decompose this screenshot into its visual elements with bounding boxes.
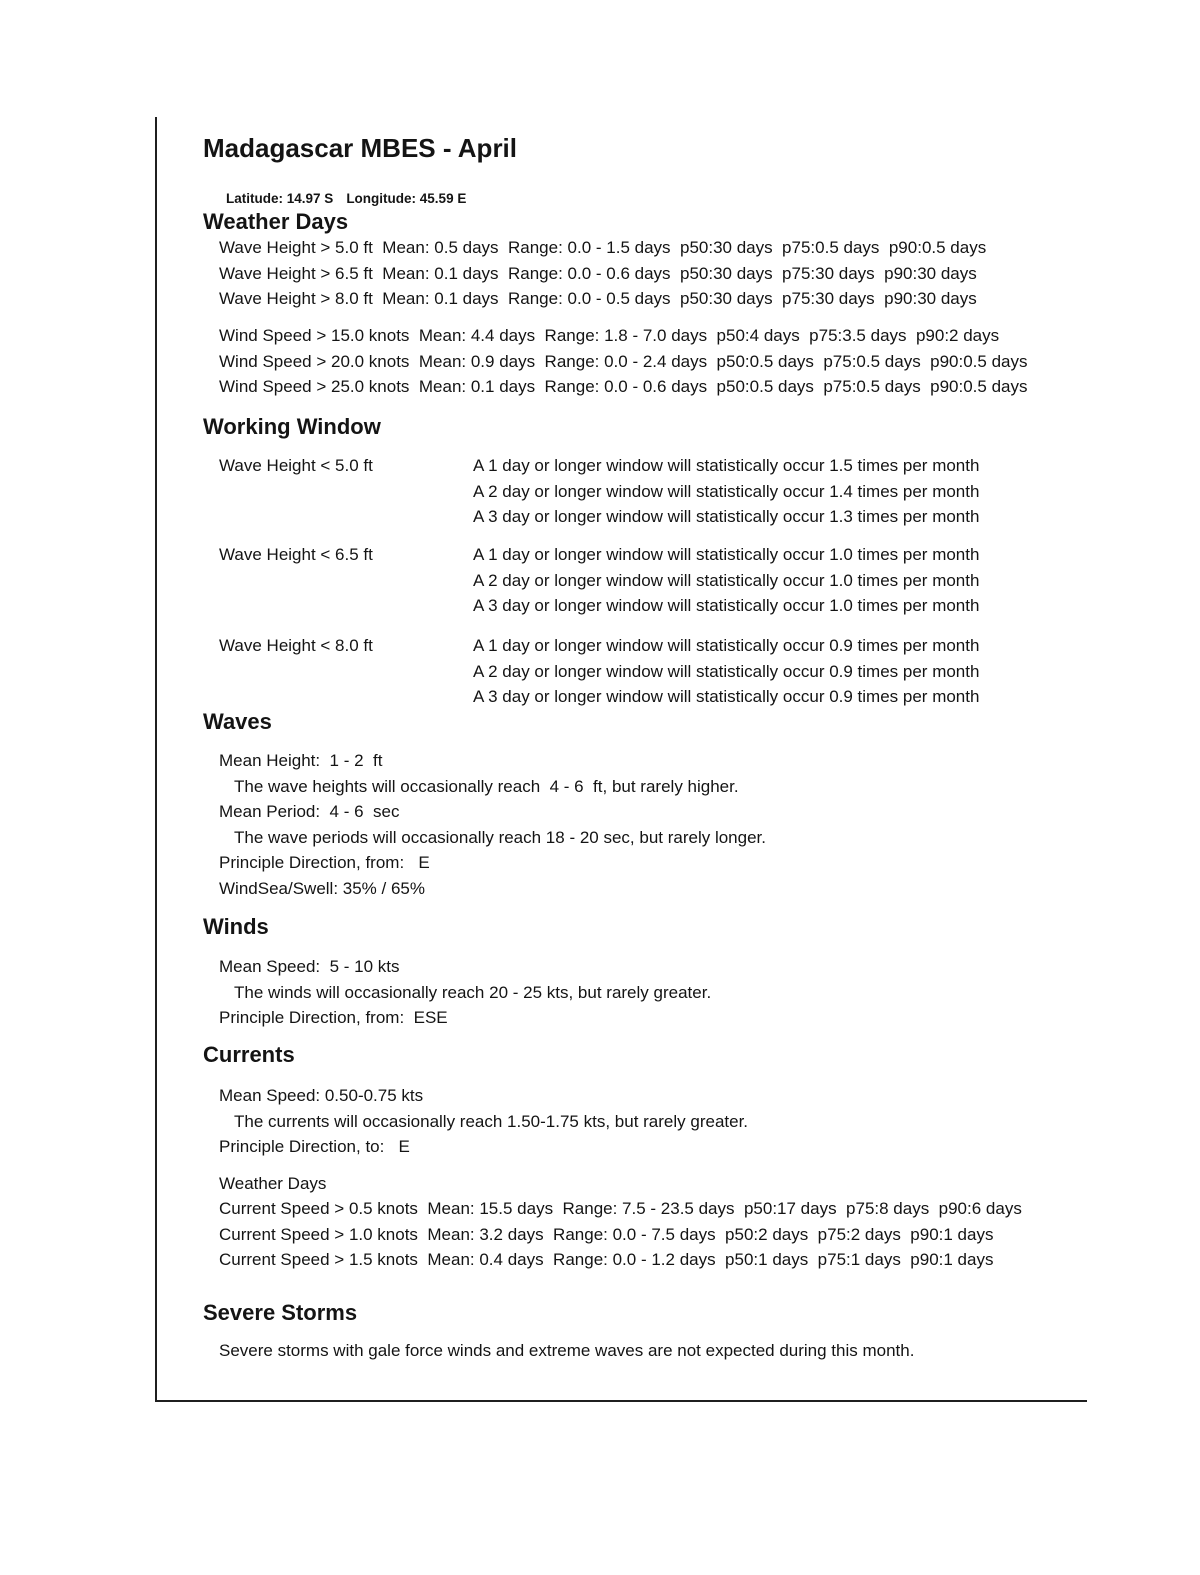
wave-height-stat-line: Wave Height > 5.0 ft Mean: 0.5 days Range: 0.0 - 1.5 days p50:30 days p75:0.5 days p90:0.5 days: [219, 238, 987, 257]
winds-principle-direction: Principle Direction, from: ESE: [219, 1008, 448, 1027]
working-window-label: Wave Height < 8.0 ft: [219, 636, 373, 655]
waves-mean-period: Mean Period: 4 - 6 sec: [219, 802, 400, 821]
waves-mean-height: Mean Height: 1 - 2 ft: [219, 751, 383, 770]
working-window-lines: [473, 633, 979, 710]
wave-height-stat-line: Wave Height > 6.5 ft Mean: 0.1 days Range: 0.0 - 0.6 days p50:30 days p75:30 days p90:30 days: [219, 263, 977, 283]
working-window-lines: [473, 453, 979, 530]
working-window-label: Wave Height < 5.0 ft: [219, 456, 373, 475]
currents-mean-speed: Mean Speed: 0.50-0.75 kts: [219, 1086, 424, 1105]
longitude-value: Longitude: 45.59 E: [346, 191, 467, 206]
working-window-line: A 1 day or longer window will statistically occur 1.5 times per month: [473, 456, 980, 475]
working-window-group: [219, 542, 979, 619]
waves-principle-direction: Principle Direction, from: E: [219, 853, 430, 872]
working-window-label: Wave Height < 6.5 ft: [219, 545, 373, 564]
page-title: Madagascar MBES - April: [203, 133, 518, 163]
working-window-line: A 2 day or longer window will statistically occur 1.4 times per month: [473, 481, 980, 501]
working-window-group: [219, 453, 979, 530]
winds-mean-speed: Mean Speed: 5 - 10 kts: [219, 957, 400, 976]
latitude-value: Latitude: 14.97 S: [226, 191, 334, 206]
wind-speed-stat-line: Wind Speed > 25.0 knots Mean: 0.1 days Range: 0.0 - 0.6 days p50:0.5 days p75:0.5 days p90:0.5 days: [219, 377, 1028, 396]
working-window-line: A 2 day or longer window will statistically occur 0.9 times per month: [473, 661, 980, 681]
severe-storms-heading: Severe Storms: [203, 1300, 358, 1325]
winds-heading: Winds: [203, 914, 269, 939]
wave-height-stat-line: Wave Height > 8.0 ft Mean: 0.1 days Range: 0.0 - 0.5 days p50:30 days p75:30 days p90:30 days: [219, 289, 977, 308]
working-window-line: A 3 day or longer window will statistically occur 1.3 times per month: [473, 507, 980, 526]
weather-days-heading: Weather Days: [203, 209, 349, 234]
page-left-border: [155, 117, 157, 1402]
currents-weather-days-label: Weather Days: [219, 1174, 327, 1193]
working-window-line: A 1 day or longer window will statistically occur 1.0 times per month: [473, 545, 980, 564]
current-speed-stats: [219, 1196, 1022, 1273]
currents-principle-direction: Principle Direction, to: E: [219, 1137, 410, 1156]
working-window-line: A 2 day or longer window will statistically occur 1.0 times per month: [473, 570, 980, 590]
winds-section: [219, 954, 711, 1031]
working-window-line: A 1 day or longer window will statistically occur 0.9 times per month: [473, 636, 980, 655]
working-window-group: [219, 633, 979, 710]
wind-speed-stat-line: Wind Speed > 20.0 knots Mean: 0.9 days Range: 0.0 - 2.4 days p50:0.5 days p75:0.5 days p90:0.5 days: [219, 351, 1028, 371]
wave-height-stats: [219, 235, 986, 312]
current-speed-stat-line: Current Speed > 0.5 knots Mean: 15.5 days Range: 7.5 - 23.5 days p50:17 days p75:8 days p90:6 days: [219, 1199, 1022, 1218]
severe-storms-text: Severe storms with gale force winds and extreme waves are not expected during this month.: [219, 1341, 915, 1360]
current-speed-stat-line: Current Speed > 1.5 knots Mean: 0.4 days Range: 0.0 - 1.2 days p50:1 days p75:1 days p90:1 days: [219, 1250, 994, 1269]
waves-height-note: The wave heights will occasionally reach 4 - 6 ft, but rarely higher.: [234, 776, 739, 796]
currents-section: [219, 1083, 748, 1160]
working-window-lines: [473, 542, 979, 619]
current-speed-stat-line: Current Speed > 1.0 knots Mean: 3.2 days Range: 0.0 - 7.5 days p50:2 days p75:2 days p90:1 days: [219, 1224, 994, 1244]
waves-period-note: The wave periods will occasionally reach 18 - 20 sec, but rarely longer.: [234, 827, 766, 847]
working-window-line: A 3 day or longer window will statistically occur 1.0 times per month: [473, 596, 980, 615]
page-bottom-border: [155, 1400, 1087, 1402]
working-window-line: A 3 day or longer window will statistically occur 0.9 times per month: [473, 687, 980, 706]
currents-heading: Currents: [203, 1042, 295, 1067]
working-window-heading: Working Window: [203, 414, 381, 439]
winds-note: The winds will occasionally reach 20 - 25 kts, but rarely greater.: [234, 982, 712, 1002]
wind-speed-stat-line: Wind Speed > 15.0 knots Mean: 4.4 days Range: 1.8 - 7.0 days p50:4 days p75:3.5 days p90:2 days: [219, 326, 1000, 345]
waves-section: [219, 748, 766, 901]
waves-windsea-swell: WindSea/Swell: 35% / 65%: [219, 878, 425, 898]
waves-heading: Waves: [203, 709, 272, 734]
currents-note: The currents will occasionally reach 1.50-1.75 kts, but rarely greater.: [234, 1111, 749, 1131]
wind-speed-stats: [219, 323, 1028, 400]
